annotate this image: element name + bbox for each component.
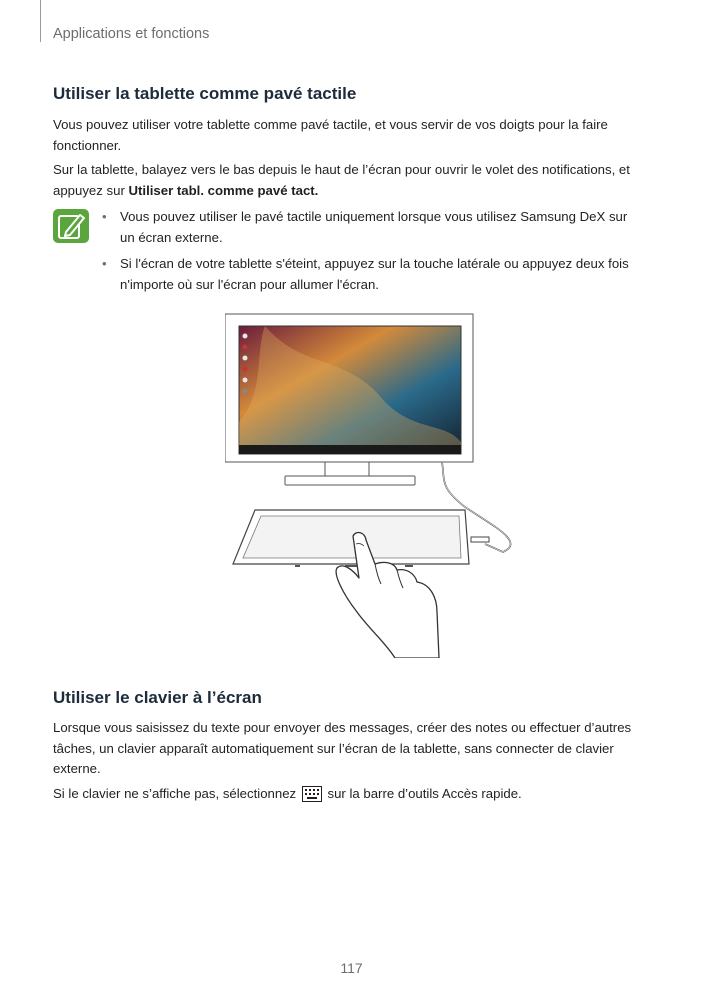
paragraph-keyboard-fallback: [53, 784, 643, 805]
note-item-2: [100, 254, 640, 295]
paragraph-instructions: [53, 160, 643, 201]
paragraph-keyboard-intro: Lorsque vous saisissez du texte pour envoyer des messages, créer des notes ou effectuer d’autres tâches, un clavier apparaît automatiquement sur l’écran de la tablette, sans connecter de clavier externe.: [53, 720, 632, 776]
fallback-text-suffix: sur la barre d’outils Accès rapide.: [327, 786, 522, 801]
instruction-text: Sur la tablette, balayez vers le bas depuis le haut de l’écran pour ouvrir le volet des notifications, et appuyez sur: [53, 162, 630, 198]
paragraph-intro: Vous pouvez utiliser votre tablette comme pavé tactile, et vous servir de vos doigts pour la faire fonctionner.: [53, 117, 608, 153]
section-heading-keyboard: Utiliser le clavier à l’écran: [53, 688, 262, 707]
note-item-1: [100, 207, 640, 248]
page-number: 117: [340, 960, 363, 976]
monitor: [225, 314, 473, 485]
bullet-dot: •: [102, 209, 107, 224]
section-heading-touchpad: Utiliser la tablette comme pavé tactile: [53, 84, 357, 103]
touchpad-illustration: [225, 312, 525, 658]
bullet-dot: •: [102, 256, 107, 271]
note-pencil-icon: [52, 208, 90, 244]
header-rule: [40, 0, 41, 42]
keyboard-icon: [302, 786, 322, 802]
note-text-1: Vous pouvez utiliser le pavé tactile uniquement lorsque vous utilisez Samsung DeX sur un écran externe.: [120, 209, 628, 245]
header-title: Applications et fonctions: [53, 26, 210, 42]
fallback-text-prefix: Si le clavier ne s’affiche pas, sélectionnez: [53, 786, 297, 801]
note-text-2: Si l'écran de votre tablette s'éteint, appuyez sur la touche latérale ou appuyez deux fois n'importe où sur l'écran pour allumer l'écran.: [120, 256, 629, 292]
instruction-bold: Utiliser tabl. comme pavé tact.: [128, 182, 319, 198]
